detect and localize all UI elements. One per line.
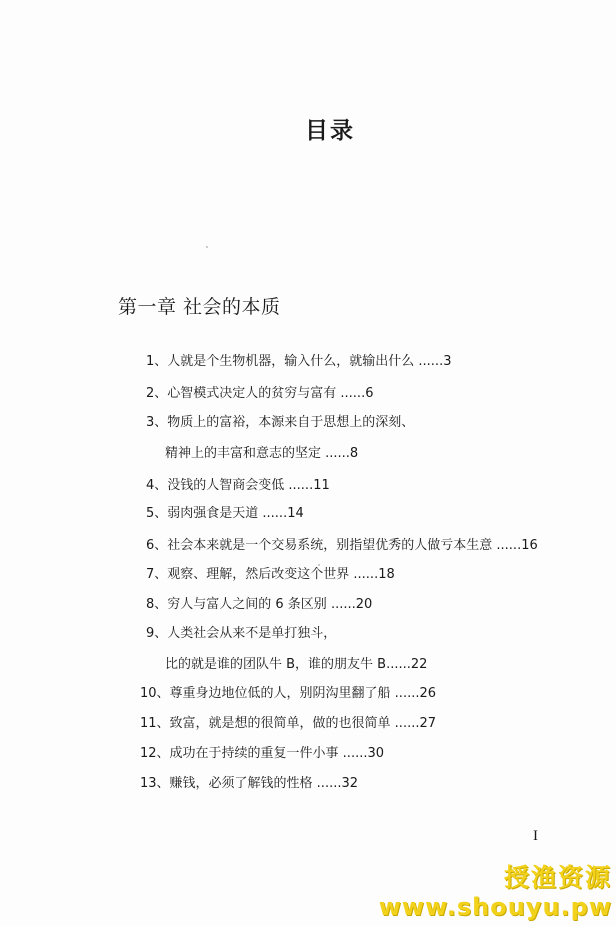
toc-entry-5[interactable]: 5、弱肉强食是天道 ......14 xyxy=(146,506,304,521)
page-number: I xyxy=(533,828,538,844)
toc-entry-11[interactable]: 11、致富，就是想的很简单，做的也很简单 ......27 xyxy=(140,716,437,731)
toc-entry-6[interactable]: 6、社会本来就是一个交易系统，别指望优秀的人做亏本生意 ......16 xyxy=(146,538,538,553)
toc-entry-12[interactable]: 12、成功在于持续的重复一件小事 ......30 xyxy=(140,746,385,761)
watermark-url: www.shouyu.pw xyxy=(378,893,612,921)
toc-entry-2[interactable]: 2、心智模式决定人的贫穷与富有 ......6 xyxy=(146,386,374,401)
toc-entry-4[interactable]: 4、没钱的人智商会变低 ......11 xyxy=(146,478,330,493)
toc-entry-9-continued[interactable]: 比的就是谁的团队牛 B，谁的朋友牛 B......22 xyxy=(165,657,428,672)
toc-entry-3[interactable]: 3、物质上的富裕，本源来自于思想上的深刻、 xyxy=(146,415,415,430)
toc-entry-7[interactable]: 7、观察、理解，然后改变这个世界 ......18 xyxy=(146,567,395,582)
watermark-site-name: 授渔资源 xyxy=(503,863,612,892)
chapter-title: 第一章 社会的本质 xyxy=(118,296,281,318)
toc-entry-10[interactable]: 10、尊重身边地位低的人，别阴沟里翻了船 ......26 xyxy=(140,686,437,701)
scan-speck xyxy=(206,246,208,248)
toc-title: 目录 xyxy=(305,118,355,144)
toc-entry-9[interactable]: 9、人类社会从来不是单打独斗， xyxy=(146,626,337,641)
toc-entry-1[interactable]: 1、人就是个生物机器，输入什么，就输出什么 ......3 xyxy=(146,354,452,369)
scan-speck xyxy=(318,564,320,566)
toc-entry-3-continued[interactable]: 精神上的丰富和意志的坚定 ......8 xyxy=(165,446,359,461)
toc-entry-13[interactable]: 13、赚钱，必须了解钱的性格 ......32 xyxy=(140,776,359,791)
toc-entry-8[interactable]: 8、穷人与富人之间的 6 条区别 ......20 xyxy=(146,597,373,612)
